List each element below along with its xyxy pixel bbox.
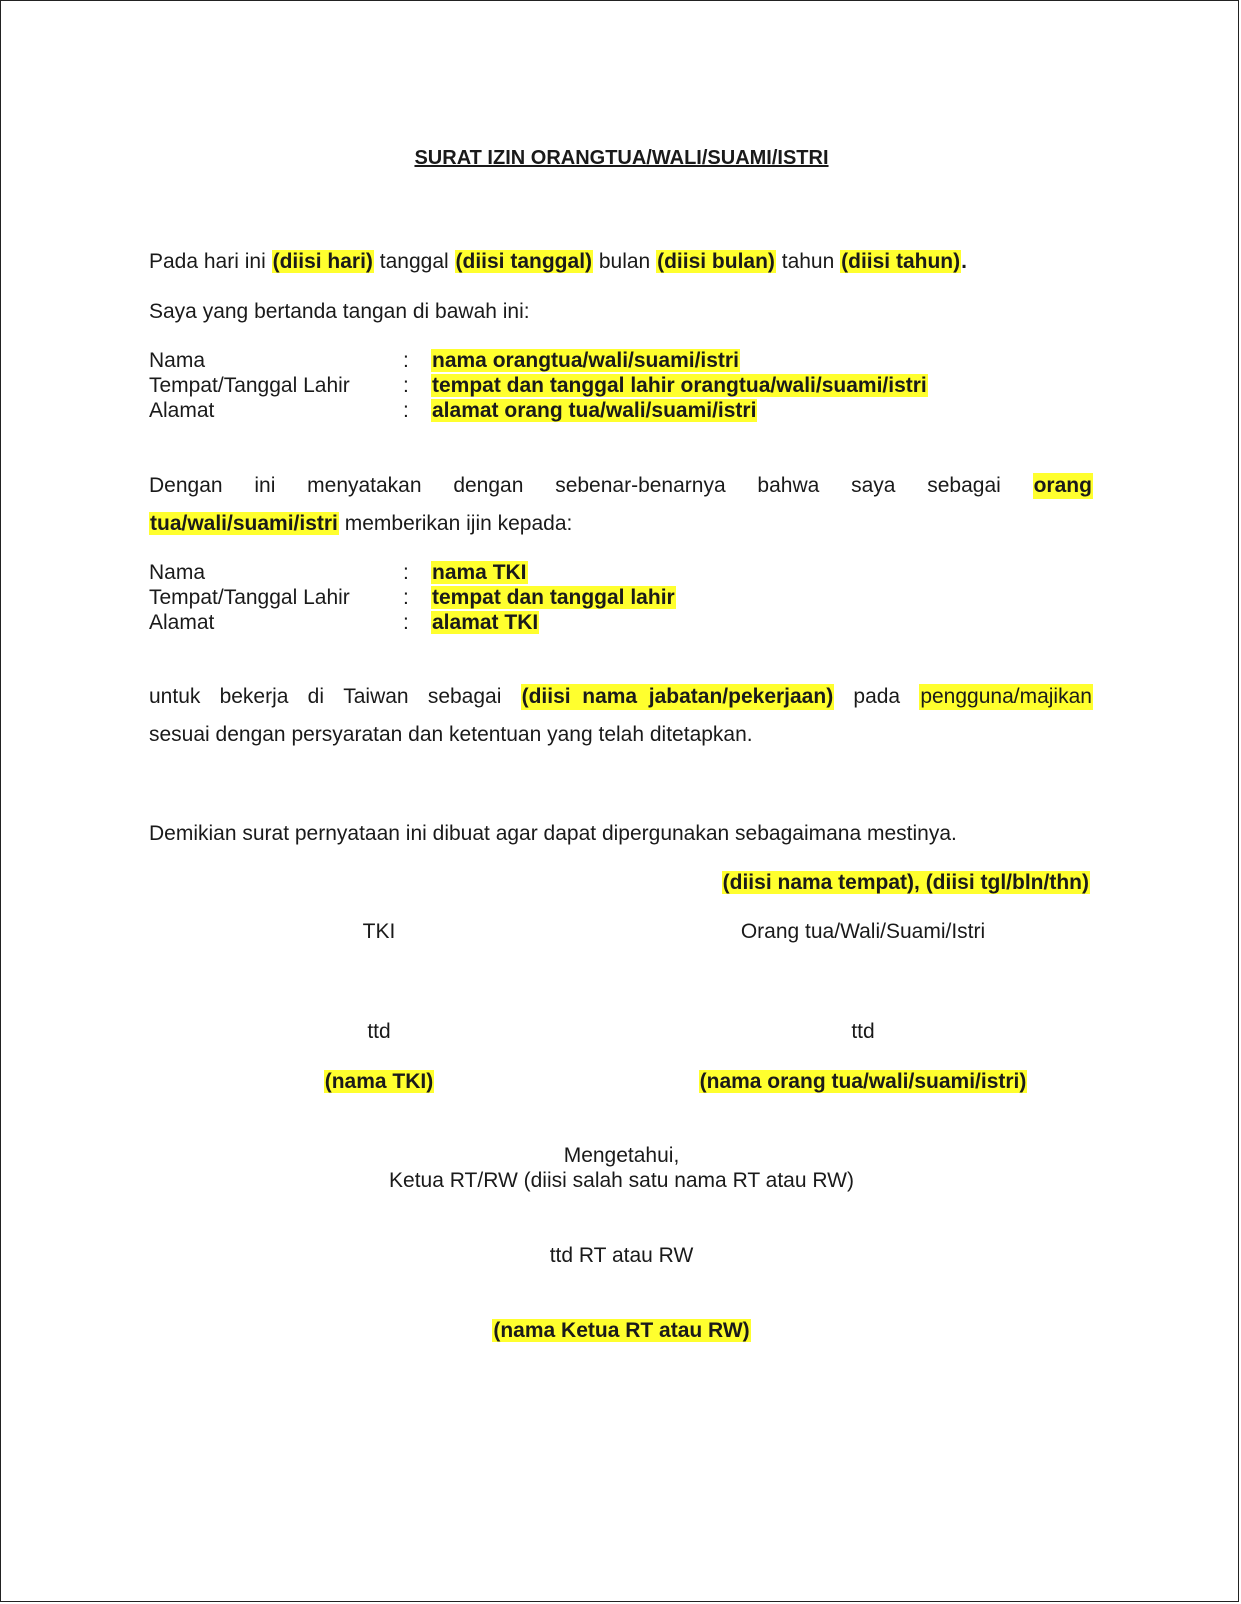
statement-word: menyatakan [307,474,422,497]
work-line-1 [149,684,1093,710]
tki-name-label: Nama [149,561,206,584]
work-word: bekerja [219,685,289,708]
tki-birth-value: tempat dan tanggal lahir [432,586,675,609]
tki-name-value: nama TKI [432,561,527,584]
tki-address-colon: : [403,611,409,634]
parent-name-colon: : [403,349,409,372]
tki-name-colon: : [403,561,409,584]
parent-birth-label: Tempat/Tanggal Lahir [149,374,350,397]
closing-paragraph: Demikian surat pernyataan ini dibuat agar dapat dipergunakan sebagaimana mestinya. [149,822,957,845]
parent-name-label: Nama [149,349,206,372]
place-date-placeholder: (diisi nama tempat), (diisi tgl/bln/thn) [722,871,1089,894]
parent-birth-colon: : [403,374,409,397]
rt-rw-signature: ttd RT atau RW [549,1244,694,1267]
parent-address-value: alamat orang tua/wali/suami/istri [432,399,757,422]
date-text-3: bulan [593,250,657,273]
statement-word: ini [254,474,276,497]
tki-name-placeholder: (nama TKI) [324,1070,434,1093]
statement-word: dengan [453,474,524,497]
parent-role-placeholder: tua/wali/suami/istri [150,512,338,535]
job-placeholder: (diisi nama jabatan/pekerjaan) [521,685,834,708]
parent-role-label: Orang tua/Wali/Suami/Istri [740,920,986,943]
tki-birth-colon: : [403,586,409,609]
work-word: sebagai [427,685,502,708]
date-paragraph [149,249,967,275]
date-text-5: . [961,250,967,273]
statement-word: Dengan [149,474,223,497]
statement-word: bahwa [757,474,820,497]
document-title: SURAT IZIN ORANGTUA/WALI/SUAMI/ISTRI [414,147,829,169]
employer-placeholder: pengguna/majikan [920,685,1092,708]
tki-signature: ttd [367,1020,391,1043]
rt-rw-head-label: Ketua RT/RW (diisi salah satu nama RT atau RW) [389,1169,854,1192]
parent-address-colon: : [403,399,409,422]
acknowledged-label: Mengetahui, [563,1144,680,1167]
date-placeholder: (diisi tanggal) [455,250,593,273]
statement-word: sebenar-benarnya [555,474,726,497]
work-word: di [307,685,325,708]
undersigned-paragraph: Saya yang bertanda tangan di bawah ini: [149,300,530,323]
work-word: untuk [149,685,201,708]
date-text-1: Pada hari ini [149,250,272,273]
parent-name-value: nama orangtua/wali/suami/istri [432,349,739,372]
month-placeholder: (diisi bulan) [657,250,775,273]
parent-name-placeholder: (nama orang tua/wali/suami/istri) [699,1070,1027,1093]
work-word: Taiwan [343,685,409,708]
statement-line-1 [149,473,1093,499]
tki-role-label: TKI [362,920,396,943]
statement-word: saya [851,474,896,497]
statement-highlight-word: orang [1033,474,1092,497]
rt-rw-name-placeholder: (nama Ketua RT atau RW) [493,1319,750,1342]
statement-word: sebagai [927,474,1001,497]
parent-birth-value: tempat dan tanggal lahir orangtua/wali/suami/istri [432,374,927,397]
work-line-2: sesuai dengan persyaratan dan ketentuan yang telah ditetapkan. [149,723,753,746]
tki-birth-label: Tempat/Tanggal Lahir [149,586,350,609]
statement-line-2 [149,511,572,537]
year-placeholder: (diisi tahun) [841,250,961,273]
day-placeholder: (diisi hari) [272,250,373,273]
statement-rest: memberikan ijin kepada: [338,512,573,535]
work-word: pada [853,685,901,708]
tki-address-label: Alamat [149,611,215,634]
date-text-4: tahun [775,250,841,273]
parent-address-label: Alamat [149,399,215,422]
date-text-2: tanggal [373,250,455,273]
tki-address-value: alamat TKI [432,611,539,634]
parent-signature: ttd [851,1020,875,1043]
